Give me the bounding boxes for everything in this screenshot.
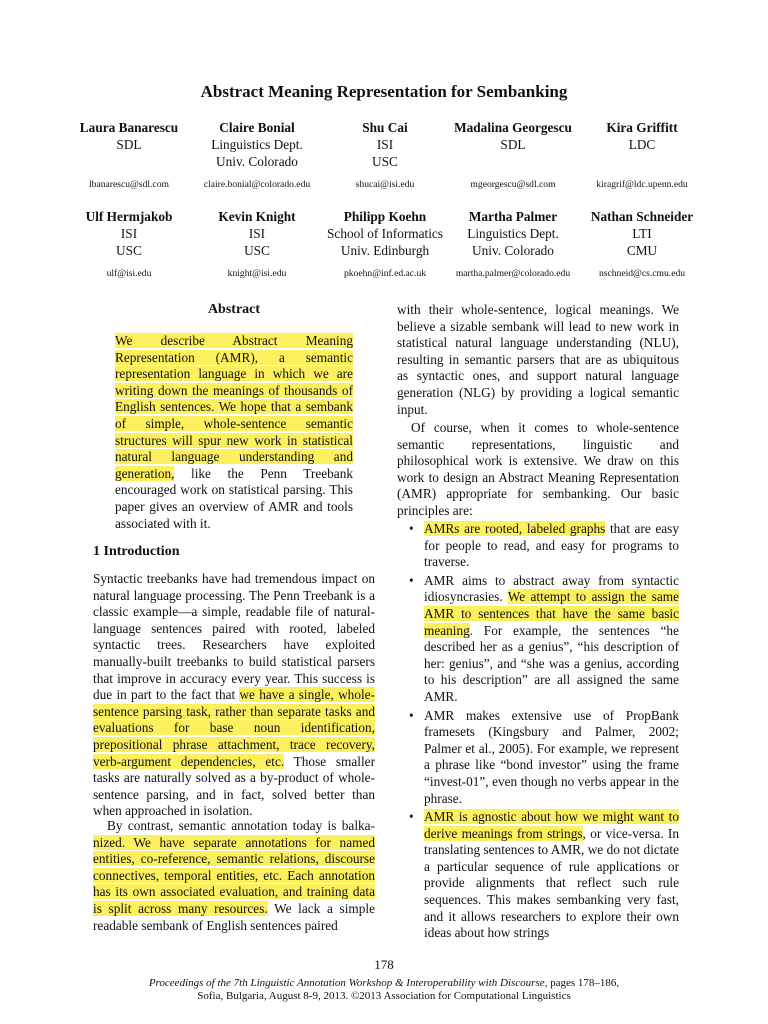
paper-title: Abstract Meaning Representation for Sembanking <box>200 82 568 101</box>
author-email: claire.bonial@colorado.edu <box>203 179 311 190</box>
highlighted-text: AMR is agnostic about how we might want to derive meanings from strings <box>424 809 679 841</box>
author-block <box>356 119 415 191</box>
section-heading-introduction: 1 Introduction <box>93 544 180 559</box>
list-item-text: that are easy for people to read, and easy for programs to traverse. <box>424 521 679 570</box>
page-number: 178 <box>374 957 394 972</box>
author-email: shucai@isi.edu <box>355 179 415 190</box>
right-paragraph-1: with their whole-sentence, logical meanings. We believe a sizable sembank will lead to new work in statistical natural language understanding (NLU), resulting in semantic parsers that are as ubiquitous as syntactic ones, and support natural language generation (NLG) by providing a logical semantic input. <box>397 302 679 417</box>
author-block <box>456 208 570 280</box>
author-affiliation: USC <box>116 243 142 258</box>
author-name: Martha Palmer <box>468 209 558 224</box>
author-email: martha.palmer@colorado.edu <box>455 268 571 279</box>
highlighted-text: We attempt to assign the same AMR to sentences that have the same basic meaning <box>424 589 679 638</box>
author-affiliation: CMU <box>626 243 658 258</box>
author-affiliation: ISI <box>376 137 394 152</box>
author-block <box>591 208 693 280</box>
author-email: kiragrif@ldc.upenn.edu <box>596 179 688 190</box>
list-item-text: AMR makes extensive use of PropBank framesets (Kingsbury and Palmer, 2002; Palmer et al., 2005). For example, we represent a phrase like “bond investor” using the frame “invest-01”, even though no verbs appear in the phrase. <box>424 707 679 806</box>
paragraph-text: Syntactic treebanks have had tremendous impact on natural language processing. The Penn Treebank is a classic example—a simple, readable file of natural-language sentences paired with rooted, labeled syntactic trees. Researchers have exploited manually-built treebanks to build statistical parsers that improve in accuracy every year. This success is due in part to the fact that <box>93 571 375 703</box>
author-affiliation: ISI <box>120 226 138 241</box>
author-affiliation: Univ. Edinburgh <box>340 243 430 258</box>
author-affiliation: USC <box>372 154 398 169</box>
list-item <box>397 521 679 571</box>
author-name: Nathan Schneider <box>590 209 694 224</box>
highlighted-text: AMRs are rooted, labeled graphs <box>424 521 606 536</box>
author-name: Philipp Koehn <box>343 209 427 224</box>
right-paragraph-2: Of course, when it comes to whole-sentence semantic representations, linguistic and philosophical work is extensive. We draw on this work to design an Abstract Meaning Representation (AMR) appropriate for sembanking. Our basic principles are: <box>397 420 679 518</box>
paragraph-text: By contrast, semantic annotation today is balka- <box>107 818 375 833</box>
author-affiliation: Linguistics Dept. <box>211 137 303 152</box>
list-item-text: . For example, the sentences “he described her as a genius”, “his description of her: genius”, and “she was a genius, according to his description” are all assigned the same AMR. <box>424 622 679 704</box>
author-affiliation: SDL <box>116 137 142 152</box>
author-affiliation: Univ. Colorado <box>472 243 554 258</box>
author-email: nschneid@cs.cmu.edu <box>598 268 686 279</box>
author-affiliation: USC <box>244 243 270 258</box>
author-name: Claire Bonial <box>219 120 295 135</box>
author-email: pkoehn@inf.ed.ac.uk <box>343 268 427 279</box>
bullet-icon: • <box>409 707 414 723</box>
author-affiliation: LTI <box>632 226 652 241</box>
author-name: Kira Griffitt <box>606 120 678 135</box>
author-email: mgeorgescu@sdl.com <box>470 179 556 190</box>
paragraph-text: We lack a simple readable sembank of English sentences paired <box>93 900 376 933</box>
highlighted-text: nized. We have separate annotations for named entities, co-reference, semantic relations, discourse connectives, temporal entities, etc. Each annotation has its own associated evaluation, and training data is split across many resources. <box>93 834 375 916</box>
author-affiliation: SDL <box>500 137 526 152</box>
author-affiliation: School of Informatics <box>327 226 443 241</box>
author-name: Kevin Knight <box>218 209 296 224</box>
page-footer <box>0 977 768 1003</box>
list-item <box>397 573 679 706</box>
footer-pages: , pages 178–186, <box>544 977 620 989</box>
abstract-body <box>115 333 353 532</box>
bullet-icon: • <box>409 572 414 588</box>
author-block <box>596 119 687 191</box>
paragraph-text: Those smaller tasks are naturally solved as a by-product of whole-sentence parsing, and in fact, solved better than when approached in isolation. <box>93 753 375 819</box>
author-block <box>454 119 572 191</box>
author-affiliation: Linguistics Dept. <box>467 226 559 241</box>
author-name: Ulf Hermjakob <box>85 209 173 224</box>
bullet-icon: • <box>409 809 414 825</box>
author-affiliation: ISI <box>248 226 266 241</box>
author-name: Laura Banarescu <box>79 120 179 135</box>
abstract-text: like the Penn Treebank encouraged work on statistical parsing. This paper gives an overview of AMR and tools associated with it. <box>115 465 353 531</box>
intro-paragraph-1 <box>93 571 375 820</box>
footer-proceedings: Proceedings of the 7th Linguistic Annotation Workshop & Interoperability with Discourse <box>148 977 545 989</box>
highlighted-text: We describe Abstract Meaning Representation (AMR), a semantic representation language in which we are writing down the meanings of thousands of English sentences. We hope that a sembank of simple, whole-sentence semantic structures will spur new work in statistical natural language understanding and generation, <box>115 333 353 481</box>
list-item-text: , or vice-versa. In translating sentences to AMR, we do not dictate a particular sequence of rule applications or provide alignments that reflect such rule sequences. This makes sembanking very fast, and it allows researchers to explore their own ideas about how strings <box>424 825 679 941</box>
author-email: knight@isi.edu <box>227 268 287 279</box>
author-affiliation: LDC <box>628 137 656 152</box>
list-item <box>397 809 679 942</box>
list-item <box>397 708 679 808</box>
author-name: Shu Cai <box>362 120 408 135</box>
author-name: Madalina Georgescu <box>454 120 572 135</box>
list-item-text: AMR aims to abstract away from syntactic idiosyncrasies. <box>424 572 679 605</box>
author-block <box>204 119 310 191</box>
author-block <box>218 208 295 280</box>
bullet-icon: • <box>409 521 414 536</box>
abstract-heading: Abstract <box>207 302 261 317</box>
author-affiliation: Univ. Colorado <box>216 154 298 169</box>
author-block <box>80 119 178 191</box>
author-block <box>327 208 443 280</box>
author-block <box>86 208 173 280</box>
intro-paragraph-2 <box>93 818 375 934</box>
author-email: ulf@isi.edu <box>106 268 152 279</box>
highlighted-text: we have a single, whole-sentence parsing task, rather than separate tasks and evaluations for base noun identification, prepositional phrase attachment, trace recovery, verb-argument dependencies, etc. <box>93 687 375 769</box>
author-email: lbanarescu@sdl.com <box>89 179 169 190</box>
principles-list <box>397 521 679 944</box>
footer-venue: Sofia, Bulgaria, August 8-9, 2013. ©2013 Association for Computational Linguistics <box>197 990 571 1002</box>
